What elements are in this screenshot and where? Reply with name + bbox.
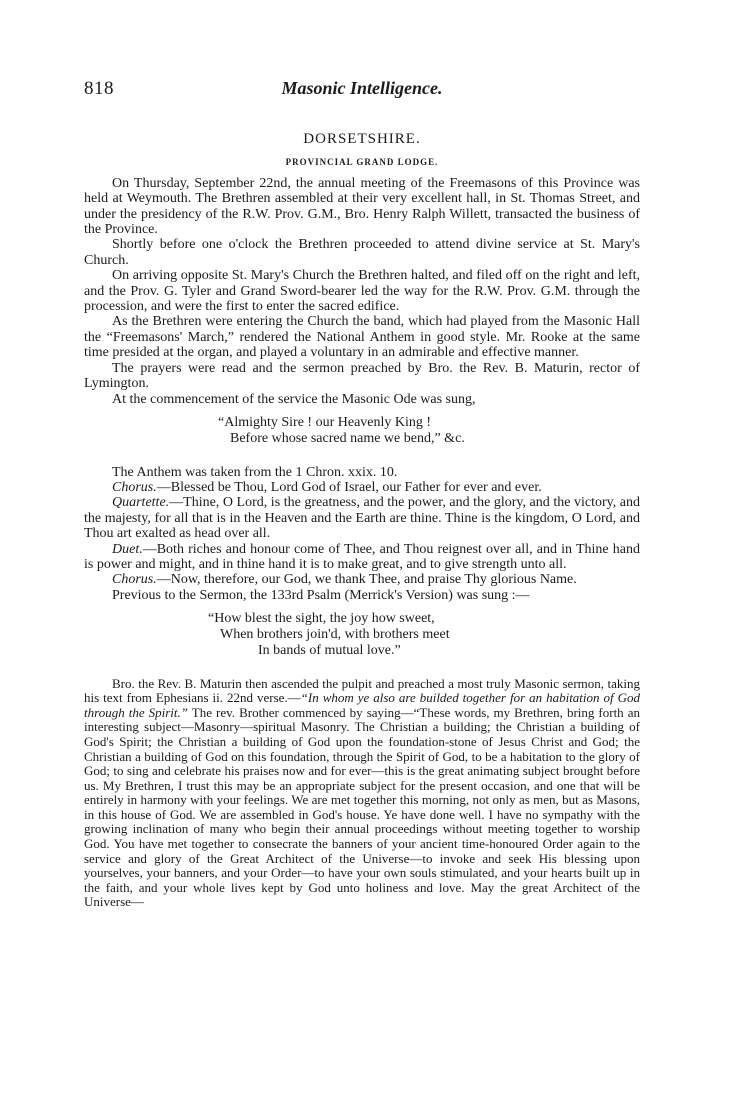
verse-line: Before whose sacred name we bend,” &c.	[230, 430, 465, 446]
sermon-body: The rev. Brother commenced by saying—“These words, my Brethren, bring forth an interesting subject—Masonry—spiritual Masonry. The Christian a building; the Christian a building of God's Spirit; the Christian a building of God upon the foundation-stone of Jesus Christ and God; the Christian a building of God on this foundation, through the Spirit of God, to be a habitation to the glory of God; to sing and celebrate his praises now and for ever—this is the great animating subject brought before us. My Brethren, I trust this may be an appropriate subject for the present occasion, and one that will be entirely in harmony with your feelings. We are met together this morning, not only as men, but as Masons, in this house of God. We are assembled in God's house. Ye have done well. I have no sympathy with the growing inclination of many who begin their annual proceedings without meeting together to worship God. You have met together to consecrate the banners of your ancient time-honoured Order again to the service and glory of the Great Architect of the Universe—to invoke and seek His blessing upon yourselves, your banners, and your Order—to have your own souls stimulated, and your hearts built up in the faith, and your whole lives kept by God unto holiness and love. May the great Architect of the Universe—	[84, 704, 640, 910]
part-text: —Thine, O Lord, is the greatness, and the power, and the glory, and the victory, and the majesty, for all that is in the Heaven and the Earth are thine. Thine is the kingdom, O Lord, and Thou art exalted as head over all.	[84, 495, 640, 542]
verse-line: In bands of mutual love.”	[258, 642, 401, 658]
paragraph: Shortly before one o'clock the Brethren proceeded to attend divine service at St. Mary's Church.	[84, 237, 640, 268]
part-text: —Blessed be Thou, Lord God of Israel, our Father for ever and ever.	[156, 479, 542, 495]
paragraph: The Anthem was taken from the 1 Chron. xxix. 10.	[112, 464, 398, 480]
part-label: Chorus.	[112, 572, 157, 588]
part-label: Chorus.	[112, 479, 157, 495]
page-number: 818	[84, 78, 114, 99]
running-title: Masonic Intelligence.	[281, 78, 443, 98]
article-column	[84, 132, 640, 910]
paragraph: Previous to the Sermon, the 133rd Psalm (Merrick's Version) was sung :—	[112, 587, 530, 603]
paragraph: At the commencement of the service the Masonic Ode was sung,	[112, 391, 476, 407]
section-title: DORSETSHIRE.	[303, 131, 421, 147]
sermon-paragraph	[84, 677, 640, 911]
anthem-part	[84, 495, 640, 541]
sermon-text-quote: “In whom ye also are builded together for an habitation of God through the Spirit.”	[84, 690, 640, 720]
section-subtitle: PROVINCIAL GRAND LODGE.	[285, 157, 439, 168]
paragraph: As the Brethren were entering the Church the band, which had played from the Masonic Hall the “Freemasons' March,” rendered the National Anthem in good style. Mr. Rooke at the same time presided at the organ, and played a voluntary in an admirable and effective manner.	[84, 314, 640, 361]
verse-line: “Almighty Sire ! our Heavenly King !	[218, 414, 432, 430]
verse-line: “How blest the sight, the joy how sweet,	[208, 611, 435, 627]
page-header	[84, 78, 640, 102]
ode-verse	[84, 415, 640, 447]
anthem-part	[84, 480, 640, 495]
sermon-intro: Bro. the Rev. B. Maturin then ascended the pulpit and preached a most truly Masonic sermon, taking his text from Ephesians ii. 22nd verse.—	[84, 675, 640, 706]
part-label: Quartette.	[112, 495, 170, 511]
psalm-verse	[84, 611, 640, 658]
part-label: Duet.	[112, 541, 143, 557]
part-text: —Both riches and honour come of Thee, and Thou reignest over all, and in Thine hand is power and might, and in thine hand it is to make great, and to give strength unto all.	[84, 541, 640, 572]
paragraph: On arriving opposite St. Mary's Church the Brethren halted, and filed off on the right and left, and the Prov. G. Tyler and Grand Sword-bearer led the way for the R.W. Prov. G.M. through the procession, and were the first to enter the sacred edifice.	[84, 268, 640, 315]
paragraph: The prayers were read and the sermon preached by Bro. the Rev. B. Maturin, rector of Lymington.	[84, 360, 640, 392]
anthem-part	[84, 572, 640, 587]
paragraph: On Thursday, September 22nd, the annual meeting of the Freemasons of this Province was held at Weymouth. The Brethren assembled at their very excellent hall, in St. Thomas Street, and under the presidency of the R.W. Prov. G.M., Bro. Henry Ralph Willett, transacted the business of the Province.	[84, 175, 640, 238]
part-text: —Now, therefore, our God, we thank Thee, and praise Thy glorious Name.	[156, 572, 577, 588]
verse-line: When brothers join'd, with brothers meet	[220, 626, 450, 642]
anthem-part	[84, 542, 640, 573]
